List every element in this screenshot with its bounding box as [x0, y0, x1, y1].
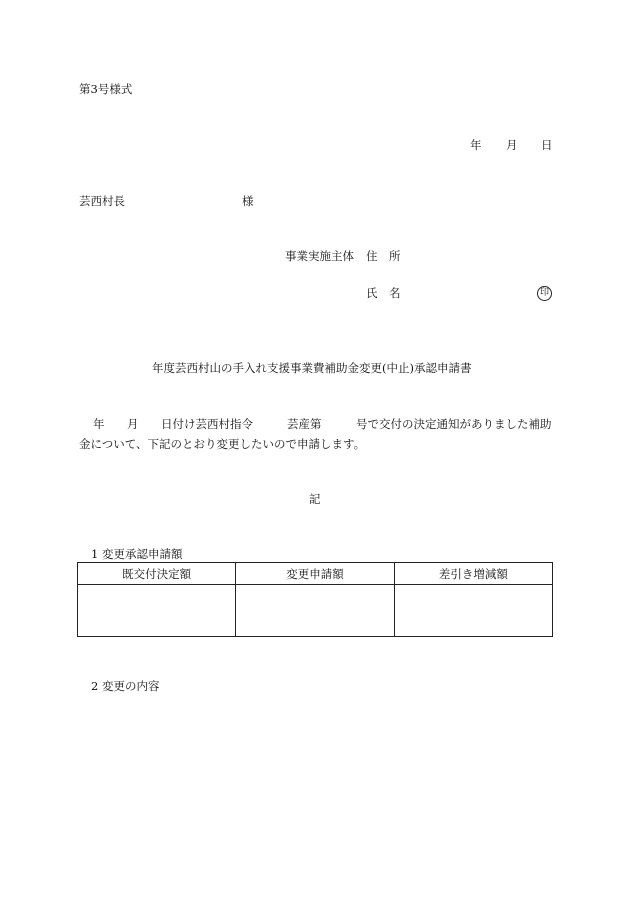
section2-label: 2 変更の内容 [91, 679, 160, 693]
body-line2: 金について、下記のとおり変更したいので申請します。 [79, 437, 366, 451]
value-difference [394, 585, 552, 637]
addressee-name: 芸西村長 [79, 194, 125, 208]
body-line1-rest: 号で交付の決定通知がありました補助 [356, 417, 552, 431]
col-difference: 差引き増減額 [394, 563, 552, 585]
applicant-address-label: 住 所 [366, 249, 401, 263]
addressee-honorific: 様 [242, 194, 254, 208]
amount-table-row [78, 585, 553, 637]
document-title: 年度芸西村山の手入れ支援事業費補助金変更(中止)承認申請書 [152, 361, 472, 375]
applicant-name-label: 氏 名 [366, 286, 401, 300]
amount-table [77, 562, 553, 637]
col-change-request: 変更申請額 [236, 563, 394, 585]
ki-heading: 記 [309, 492, 321, 506]
date-day-label: 日 [541, 138, 553, 152]
body-month: 月 [127, 417, 139, 431]
body-reference: 芸産第 [287, 417, 322, 431]
date-month-label: 月 [506, 138, 518, 152]
body-year: 年 [93, 417, 105, 431]
applicant-entity-label: 事業実施主体 [285, 249, 354, 263]
body-dated: 日付け芸西村指令 [161, 417, 253, 431]
amount-table-header [78, 563, 553, 585]
seal-mark: 印 [537, 286, 552, 301]
section1-label: 1 変更承認申請額 [91, 547, 183, 561]
value-existing-grant [78, 585, 236, 637]
date-year-label: 年 [470, 138, 482, 152]
form-number: 第3号様式 [79, 82, 133, 96]
value-change-request [236, 585, 394, 637]
col-existing-grant: 既交付決定額 [78, 563, 236, 585]
